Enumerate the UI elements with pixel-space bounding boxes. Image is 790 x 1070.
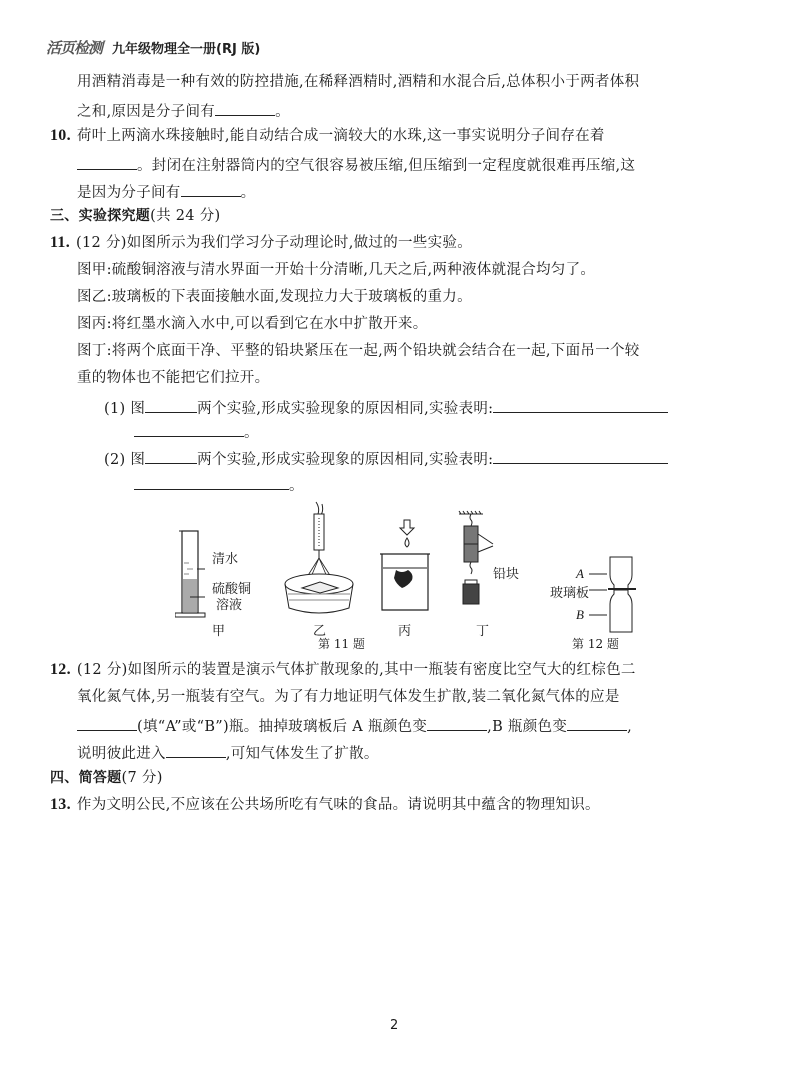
- answer-blank[interactable]: [567, 714, 627, 731]
- q10-text: 。封闭在注射器筒内的空气很容易被压缩,但压缩到一定程度就很难再压缩,这: [137, 158, 636, 174]
- q12-line-1: [50, 660, 636, 680]
- section-4-heading: [50, 768, 163, 788]
- answer-blank[interactable]: [134, 473, 289, 490]
- q13-text: 作为文明公民,不应该在公共场所吃有气味的食品。请说明其中蕴含的物理知识。: [76, 797, 600, 813]
- label-b: [576, 607, 584, 623]
- question-number: 13.: [50, 796, 71, 813]
- q12-text: 说明彼此进入: [77, 746, 166, 762]
- answer-blank[interactable]: [181, 180, 241, 197]
- q11-yi: 图乙:玻璃板的下表面接触水面,发现拉力大于玻璃板的重力。: [77, 289, 472, 305]
- sub-question-text: 两个实验,形成实验现象的原因相同,实验表明:: [197, 452, 494, 468]
- answer-blank[interactable]: [134, 420, 244, 437]
- q9-period: 。: [275, 104, 290, 120]
- label-yi: 乙: [313, 624, 327, 639]
- bottle-b-label: B: [576, 607, 584, 622]
- answer-blank[interactable]: [493, 396, 668, 413]
- section-title: 三、实验探究题: [50, 208, 151, 224]
- figure-12-bottles: [606, 555, 646, 635]
- q10-line-3: [77, 180, 255, 203]
- label-bing: 丙: [398, 624, 412, 639]
- caption-q11: 第 11 题: [318, 637, 365, 651]
- q11-sub1-cont: [134, 420, 259, 443]
- section-3-heading: [50, 206, 221, 226]
- answer-blank[interactable]: [77, 153, 137, 170]
- q12-line-4: [77, 741, 379, 764]
- q11-text: (12 分)如图所示为我们学习分子动理论时,做过的一些实验。: [76, 235, 473, 251]
- q12-comma: ,: [627, 719, 633, 735]
- question-number: 11.: [50, 234, 71, 251]
- figure-jia-cylinder: [175, 525, 215, 625]
- section-score: (共 24 分): [150, 208, 221, 224]
- answer-blank[interactable]: [77, 714, 137, 731]
- section-title: 四、简答题: [50, 770, 122, 786]
- q11-ding-1: 图丁:将两个底面干净、平整的铅块紧压在一起,两个铅块就会结合在一起,下面吊一个较: [77, 343, 640, 359]
- answer-blank[interactable]: [145, 447, 197, 464]
- q13: [50, 795, 600, 815]
- sub-question-text: 两个实验,形成实验现象的原因相同,实验表明:: [197, 401, 494, 417]
- q11-ding-2: 重的物体也不能把它们拉开。: [77, 370, 270, 386]
- q9-line-2: [77, 99, 290, 122]
- page-header: [46, 36, 260, 58]
- q11-bing: 图丙:将红墨水滴入水中,可以看到它在水中扩散开来。: [77, 316, 428, 332]
- bottle-a-label: A: [576, 566, 584, 581]
- figure-yi-spring-scale: [280, 500, 360, 620]
- question-number: 12.: [50, 661, 71, 678]
- answer-blank[interactable]: [493, 447, 668, 464]
- q11-sub2: [104, 447, 668, 470]
- label-water: 清水: [212, 552, 239, 567]
- label-ding: 丁: [476, 624, 490, 639]
- period: 。: [244, 425, 259, 441]
- question-number: 10.: [50, 127, 71, 144]
- q10-text: 荷叶上两滴水珠接触时,能自动结合成一滴较大的水珠,这一事实说明分子间存在着: [76, 128, 605, 144]
- answer-blank[interactable]: [145, 396, 197, 413]
- brand-logo: 活页检测: [46, 38, 103, 57]
- q12-text: (12 分)如图所示的装置是演示气体扩散现象的,其中一瓶装有密度比空气大的红棕色二: [76, 662, 636, 678]
- q10-line-1: [50, 126, 605, 146]
- q11-sub2-cont: [134, 473, 304, 496]
- page-number: 2: [390, 1018, 399, 1033]
- q11-jia: 图甲:硫酸铜溶液与清水界面一开始十分清晰,几天之后,两种液体就混合均匀了。: [77, 262, 596, 278]
- q11-intro: [50, 233, 472, 253]
- label-lead: 铅块: [493, 567, 520, 582]
- answer-blank[interactable]: [215, 99, 275, 116]
- book-title: 九年级物理全一册(RJ 版): [112, 41, 261, 57]
- q10-period: 。: [240, 185, 256, 201]
- period: 。: [289, 478, 304, 494]
- caption-q12: 第 12 题: [572, 637, 619, 651]
- q9-text: 之和,原因是分子间有: [77, 104, 216, 120]
- answer-blank[interactable]: [166, 741, 226, 758]
- q12-text: (填“A”或“B”)瓶。抽掉玻璃板后 A 瓶颜色变: [137, 719, 428, 735]
- sub-question-label: (1) 图: [104, 401, 146, 417]
- q9-line-1: 用酒精消毒是一种有效的防控措施,在稀释酒精时,酒精和水混合后,总体积小于两者体积: [77, 74, 640, 90]
- figure-12-leaders: [587, 566, 609, 626]
- answer-blank[interactable]: [427, 714, 487, 731]
- q12-text: ,B 瓶颜色变: [487, 719, 568, 735]
- label-solution-2: 溶液: [216, 598, 243, 613]
- label-jia: 甲: [212, 624, 226, 639]
- figure-bing-beaker: [376, 518, 436, 618]
- section-score: (7 分): [121, 770, 163, 786]
- q10-text: 是因为分子间有: [77, 185, 181, 201]
- label-a: [576, 566, 584, 582]
- q12-text: ,可知气体发生了扩散。: [225, 746, 379, 762]
- label-solution-1: 硫酸铜: [212, 582, 252, 597]
- q11-sub1: [104, 396, 668, 419]
- q10-line-2: [77, 153, 635, 176]
- q12-line-2: 氧化氮气体,另一瓶装有空气。为了有力地证明气体发生扩散,装二氧化氮气体的应是: [77, 689, 620, 705]
- q12-line-3: [77, 714, 632, 737]
- sub-question-label: (2) 图: [104, 452, 146, 468]
- label-glass-plate: 玻璃板: [550, 586, 590, 601]
